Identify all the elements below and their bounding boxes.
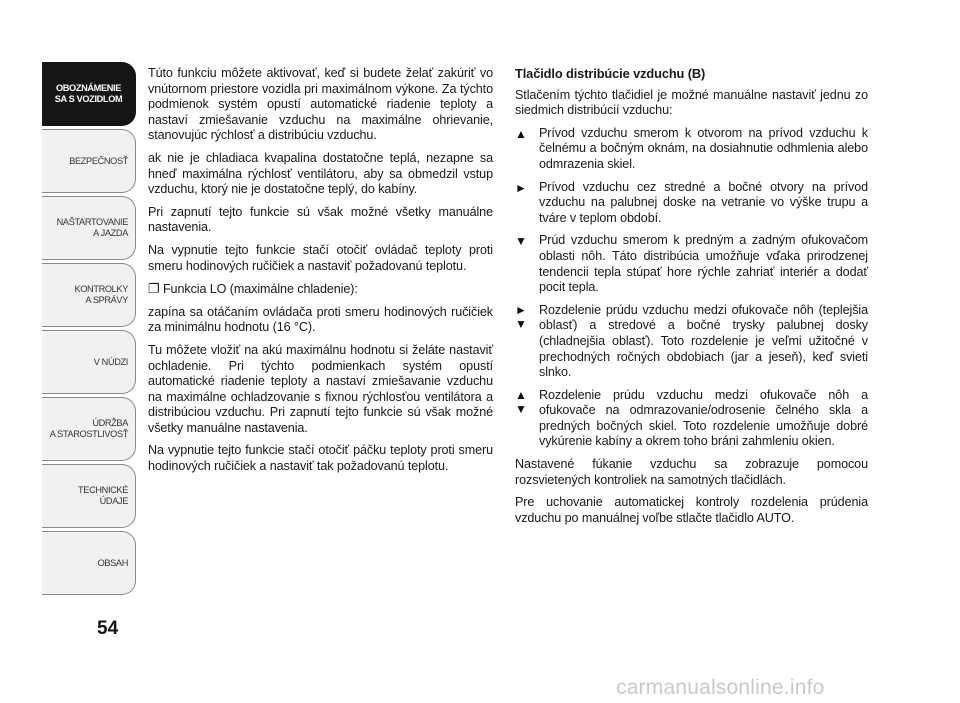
- arrow-down-icon: ▼: [515, 401, 527, 416]
- distribution-item-feet-windshield: [515, 388, 868, 450]
- tab-oboznamenie[interactable]: [42, 62, 136, 126]
- tab-nastartovanie[interactable]: [42, 196, 136, 260]
- right-column: [515, 66, 868, 533]
- tab-label: BEZPEČNOSŤ: [69, 155, 128, 166]
- tab-udrzba[interactable]: [42, 397, 136, 461]
- tab-label: OBOZNÁMENIE SA S VOZIDLOM: [54, 83, 123, 104]
- tab-obsah[interactable]: [42, 531, 136, 595]
- tab-label: TECHNICKÉ ÚDAJE: [78, 485, 128, 506]
- item-text: Prívod vzduchu cez stredné a bočné otvory na prívod vzduchu na palubnej doske na vetranie vo výške trupu a tváre v teplom období.: [539, 179, 868, 225]
- item-text: Rozdelenie prúdu vzduchu medzi ofukovače nôh (teplejšia oblasť) a stredové a bočné trysky palubnej dosky (chladnejšia oblasť). Toto rozdelenie je veľmi užitočné v prechodných ročných obdobiach (jar a jeseň), keď svieti slnko.: [539, 302, 868, 380]
- tab-label: ÚDRŽBA A STAROSTLIVOSŤ: [49, 418, 128, 439]
- paragraph: zapína sa otáčaním ovládača proti smeru hodinových ručičiek za minimálnu hodnotu (16 °C).: [148, 304, 493, 335]
- chapter-tabs: [42, 62, 136, 598]
- tab-technicke-udaje[interactable]: [42, 464, 136, 528]
- paragraph: Pre uchovanie automatickej kontroly rozdelenia prúdenia vzduchu po manuálnej voľbe stlačte tlačidlo AUTO.: [515, 495, 868, 525]
- arrow-up-icon: ▲: [515, 126, 527, 141]
- item-text: Rozdelenie prúdu vzduchu medzi ofukovače nôh a ofukovače na odmrazovanie/odrosenie čelného skla a predných bočných skiel. Toto rozdelenie umožňuje dobré vykúrenie kabíny a okrem toho bráni zahmleniu okien.: [539, 387, 868, 449]
- left-column: [148, 66, 493, 482]
- tab-bezpecnost[interactable]: [42, 129, 136, 193]
- tab-label: OBSAH: [97, 557, 128, 568]
- arrow-down-icon: ▼: [515, 234, 527, 249]
- paragraph: Túto funkciu môžete aktivovať, keď si budete želať zakúriť vo vnútornom priestore vozidla pri maximálnom výkone. Za týchto podmienok systém opustí automatické riadenie teploty a nastaví zmiešavanie vzduchu na maximálne ohrievanie, stanovujúc rýchlosť a distribúciu vzduchu.: [148, 66, 493, 143]
- arrow-right-icon: ►: [515, 302, 527, 317]
- tab-label: NAŠTARTOVANIE A JAZDA: [56, 217, 128, 238]
- section-heading: Tlačidlo distribúcie vzduchu (B): [515, 66, 706, 81]
- arrow-up-icon: ▲: [515, 387, 527, 402]
- tab-v-nudzi[interactable]: [42, 330, 136, 394]
- paragraph: Nastavené fúkanie vzduchu sa zobrazuje pomocou rozsvietených kontroliek na samotných tlačidlách.: [515, 457, 868, 487]
- function-lo-label: Funkcia LO (maximálne chladenie):: [162, 282, 358, 297]
- paragraph: ak nie je chladiaca kvapalina dostatočne teplá, nezapne sa hneď maximálna rýchlosť ventilátoru, aby sa obmedzil vstup vzduchu, ktorý nie je dostatočne teplý, do kabíny.: [148, 150, 493, 197]
- paragraph: Tu môžete vložiť na akú maximálnu hodnotu si želáte nastaviť ochladenie. Pri týchto podmienkach systém opustí automatické riadenie teploty a nastaví zmiešavanie vzduchu na maximálne ochladzovanie s fixnou rýchlosťou ventilátora a distribúciou vzduchu. Pri zapnutí tejto funkcie sú však možné všetky manuálne nastavenia.: [148, 342, 493, 435]
- function-lo-heading: [148, 281, 493, 298]
- watermark: carmanualsonline.info: [616, 676, 825, 699]
- distribution-item-feet: [515, 233, 868, 295]
- distribution-item-dashboard: [515, 180, 868, 227]
- tab-label: KONTROLKY A SPRÁVY: [74, 284, 128, 305]
- tab-label: V NÚDZI: [93, 356, 128, 367]
- paragraph: Na vypnutie tejto funkcie stačí otočiť ovládač teploty proti smeru hodinových ručičiek a nastaviť požadovanú teplotu.: [148, 242, 493, 273]
- arrow-right-icon: ►: [515, 180, 527, 195]
- distribution-item-windshield: [515, 126, 868, 173]
- page-number: 54: [97, 618, 119, 639]
- paragraph: Stlačením týchto tlačidiel je možné manuálne nastaviť jednu zo siedmich distribúcií vzduchu:: [515, 87, 868, 118]
- distribution-item-feet-dashboard: [515, 303, 868, 381]
- checkbox-square-icon: ❐: [148, 281, 160, 297]
- paragraph: Na vypnutie tejto funkcie stačí otočiť páčku teploty proti smeru hodinových ručičiek a nastaviť tak požadovanú teplotu.: [148, 443, 493, 474]
- item-text: Prúd vzduchu smerom k predným a zadným ofukovačom oblasti nôh. Táto distribúcia umožňuje vďaka prirodzenej tendencii tepla stúpať hore rýchle zahriať interiér a dodať pocit tepla.: [539, 233, 868, 295]
- paragraph: Pri zapnutí tejto funkcie sú však možné všetky manuálne nastavenia.: [148, 204, 493, 235]
- tab-kontrolky[interactable]: [42, 263, 136, 327]
- arrow-down-icon: ▼: [515, 316, 527, 331]
- item-text: Prívod vzduchu smerom k otvorom na prívod vzduchu k čelnému a bočným oknám, na dosiahnutie odhmlenia alebo odmrazenia skiel.: [539, 125, 868, 171]
